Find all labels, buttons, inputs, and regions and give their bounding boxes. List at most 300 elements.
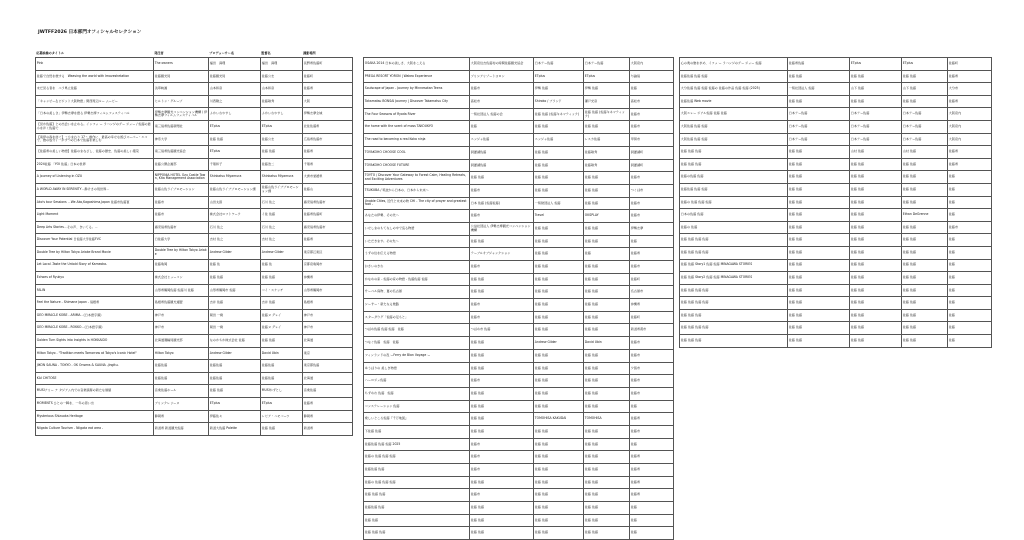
cell-director: 佐藤 佐藤	[584, 502, 630, 515]
table-row	[36, 158, 353, 171]
document-title: JWTFF2026 日本部門オフィシャルセレクション	[38, 30, 142, 35]
cell-director: ふかいわやすし	[261, 108, 303, 121]
cell-title: 佐藤 佐藤 佐藤	[680, 158, 788, 171]
cell-director: 石川 佐之	[261, 221, 303, 234]
cell-director: 佐藤 佐藤	[902, 70, 948, 83]
cell-client: 佐藤 佐藤	[788, 322, 850, 335]
table-row	[364, 134, 674, 147]
cell-producer: 佐藤 佐藤	[534, 375, 584, 388]
cell-client: つばめ市 佐藤	[470, 324, 534, 337]
table-row	[364, 222, 674, 235]
table-row	[364, 184, 674, 197]
table-row	[364, 527, 674, 540]
cell-title: Discover Your Potential 日佐藤大学佐藤FVC	[36, 234, 154, 247]
cell-producer: Andrew Gilder	[209, 246, 261, 259]
table-row	[36, 70, 353, 83]
cell-location: 洞爺湖町	[630, 146, 674, 159]
cell-director: David Ubin	[261, 347, 303, 360]
cell-location: 佐藤	[948, 183, 992, 196]
table-row	[364, 362, 674, 375]
cell-client: 佐藤亀岡	[154, 259, 209, 272]
cell-title: 【見か佐藤】との出会いを止める。インフェ ー ラバンジのゲー ジェー / 佐藤の最小を歩く佐藤で	[36, 120, 154, 133]
cell-location: 佐藤	[948, 259, 992, 272]
cell-title: GEO MIRACLE KOBE－ROKKO－(日本語字幕)	[36, 322, 154, 335]
cell-producer: 佐藤 佐藤	[534, 451, 584, 464]
cell-director: 佐藤 佐藤	[584, 184, 630, 197]
cell-producer: 佐藤 佐藤	[209, 385, 261, 398]
cell-title: かなめの家 - 佐藤の家の物語 - 佐藤佐藤 佐藤	[364, 273, 470, 286]
cell-director: 佐藤 佐藤	[902, 335, 948, 348]
cell-client: 佐藤 佐藤	[788, 95, 850, 108]
table-row	[364, 121, 674, 134]
cell-location: 佐藤市	[630, 337, 674, 350]
table-row	[364, 58, 674, 71]
cell-producer: 佐藤 佐藤	[850, 259, 902, 272]
cell-title: 佐藤 佐藤 佐藤	[680, 309, 788, 322]
table-row	[36, 95, 353, 108]
cell-title: 佐藤 佐藤 佐藤 佐藤	[680, 284, 788, 297]
cell-client: 佐藤 佐藤	[470, 413, 534, 426]
cell-producer: 佐藤 佐藤	[534, 261, 584, 274]
cell-location: 山形県鶴岡市	[303, 284, 353, 297]
cell-title: 佐藤佐藤 Web movie	[680, 95, 788, 108]
cell-producer: 日本テー佐藤	[850, 108, 902, 121]
table-row	[36, 385, 353, 398]
cell-director: 佐藤 佐藤	[902, 95, 948, 108]
cell-producer: 佐藤 佐藤	[209, 133, 261, 146]
cell-director: 山村 佐藤	[902, 146, 948, 159]
cell-producer: 千葉和子	[209, 158, 261, 171]
cell-producer: 佐藤 佐	[209, 259, 261, 272]
cell-producer: 岡田 一樹	[209, 322, 261, 335]
cell-director: 瀬戸光彦	[584, 96, 630, 109]
cell-title: Golden Turn Sights into Insights in HOKKAIDO	[36, 335, 154, 348]
table-row	[680, 234, 992, 247]
cell-title: 未だ見る者を ベラ県立佐藤	[36, 83, 154, 96]
table-row	[364, 96, 674, 109]
cell-client: 日本テー佐藤	[788, 133, 850, 146]
cell-location: 佐藤県	[630, 489, 674, 502]
cell-director: MUSIかずとし	[261, 385, 303, 398]
cell-title: シーサー・新たなる旅路	[364, 299, 470, 312]
cell-director: 佐藤 佐藤	[584, 489, 630, 502]
table-row	[680, 146, 992, 159]
cell-client: 日本テー佐藤	[788, 108, 850, 121]
cell-director: 佐藤 佐藤	[902, 309, 948, 322]
table-row	[680, 95, 992, 108]
cell-title: 佐藤 佐藤	[364, 514, 470, 527]
cell-location: 沖縄県	[630, 299, 674, 312]
table-row	[680, 309, 992, 322]
cell-producer: 佐藤 佐藤	[850, 284, 902, 297]
cell-title: 下佐藤 佐藤	[364, 425, 470, 438]
cell-director: 佐藤 佐藤	[584, 222, 630, 235]
cell-director: 佐藤 佐藤	[584, 527, 630, 540]
cell-client: 佐藤 佐藤	[470, 172, 534, 185]
table-row	[36, 146, 353, 159]
cell-producer: 佐藤 佐藤	[534, 324, 584, 337]
cell-director: 佐藤 佐藤	[584, 362, 630, 375]
cell-client: 佐藤 佐藤	[788, 259, 850, 272]
table-row	[364, 108, 674, 121]
cell-director: 佐藤 佐藤	[261, 146, 303, 159]
header-director: 監督名	[261, 51, 271, 56]
cell-director: 佐藤 佐藤	[902, 158, 948, 171]
cell-producer: TOMOHISA KAKUDAI	[534, 413, 584, 426]
cell-client: ブリンクレリーヌ	[154, 398, 209, 411]
cell-location: 佐藤市	[630, 387, 674, 400]
cell-director: 佐藤 佐藤	[902, 196, 948, 209]
cell-location: 佐藤市	[630, 172, 674, 185]
cell-director: ETplus	[261, 120, 303, 133]
cell-location: 佐藤県	[630, 413, 674, 426]
cell-location: 佐藤市	[630, 349, 674, 362]
cell-producer: 佐藤観光局	[209, 70, 261, 83]
table-row	[680, 83, 992, 96]
cell-title: 大阪エレー ジアル佐藤 佐藤 佐藤	[680, 108, 788, 121]
cell-location: 与論島	[630, 70, 674, 83]
cell-client: 浅草映画	[154, 83, 209, 96]
cell-director: 佐藤 佐藤	[584, 464, 630, 477]
table-row	[364, 502, 674, 515]
cell-client: 神奈大学	[154, 133, 209, 146]
cell-producer: 佐藤 佐藤	[850, 309, 902, 322]
cell-client: 日本テー佐藤	[788, 120, 850, 133]
cell-director: コイ・スケッチ	[261, 284, 303, 297]
cell-location: 佐藤県	[630, 248, 674, 261]
cell-client: 山形県鶴岡佐藤 佐藤川 佐藤	[154, 284, 209, 297]
cell-director: 佐藤敏秀	[261, 95, 303, 108]
cell-client: 佐藤 佐藤	[788, 272, 850, 285]
cell-director: イ佐 佐藤	[261, 209, 303, 222]
cell-producer: 山村 佐藤	[850, 146, 902, 159]
cell-title: JIKON SAUNA - TOKYO - OK Onsens & SAUNA -jingitu-	[36, 360, 154, 373]
cell-title: the home with the scent of moss TAKOUKYO	[364, 121, 470, 134]
table-row	[680, 259, 992, 272]
cell-title: FALIN	[36, 284, 154, 297]
cell-title: TSUKUBA / 筑波から日本の、日本から未来へ	[364, 184, 470, 197]
cell-title: OSAKA 2014 日本の美しさ、大阪をこえる	[364, 58, 470, 71]
cell-title: 佐藤の 佐藤	[680, 221, 788, 234]
cell-title: 佐藤 佐藤 Story2 佐藤 佐藤 MINAGAWA STORIES	[680, 272, 788, 285]
cell-location: 佐藤	[630, 502, 674, 515]
cell-producer: 佐藤 佐藤	[534, 349, 584, 362]
cell-title: MUSIアリー ナ タジアム内での音楽演奏の新たな価値	[36, 385, 154, 398]
cell-client: 佐藤佐藤	[154, 360, 209, 373]
cell-producer: 吉村 佐之	[209, 234, 261, 247]
cell-title: 「日本の美しさ」伊勢志摩を語る 伊勢志摩フィルムフェスティバル	[36, 108, 154, 121]
cell-director: 佐藤	[584, 248, 630, 261]
cell-client: 佐藤 佐藤	[470, 514, 534, 527]
cell-client: 佐藤市	[470, 464, 534, 477]
cell-title: 佐藤 佐藤 佐藤 佐藤	[680, 322, 788, 335]
cell-location: 佐藤市	[630, 121, 674, 134]
cell-producer: 伊勢 佐藤	[534, 83, 584, 96]
cell-title: うずの住を伝える物語	[364, 248, 470, 261]
cell-client: 佐藤市	[470, 210, 534, 223]
table-row	[680, 58, 992, 71]
cell-director: 佐藤 佐藤	[584, 375, 630, 388]
cell-title: 佐藤の 佐藤 佐藤 佐藤	[680, 196, 788, 209]
cell-title: Ako's tour Sessions －We Ako,Kagoshima,Japan 佐藤市佐藤賞	[36, 196, 154, 209]
cell-producer: 佐藤 佐藤	[534, 248, 584, 261]
cell-director: 佐藤ヌ グレイ	[261, 322, 303, 335]
cell-location: 佐藤県	[303, 234, 353, 247]
selection-table-1	[35, 46, 353, 436]
cell-director: 山下 佐藤	[902, 83, 948, 96]
cell-location: 佐藤町	[630, 273, 674, 286]
cell-producer: 佐藤 佐藤	[850, 171, 902, 184]
table-row	[364, 489, 674, 502]
cell-client: Hilton Tokyo	[154, 347, 209, 360]
cell-producer: 株式会社ロフトワーク	[209, 209, 261, 222]
cell-title: おさいのきわ	[364, 261, 470, 274]
cell-director: 日本テー佐藤	[902, 133, 948, 146]
cell-title: Feel the Nature - Shimane Japan - 島根県	[36, 297, 154, 310]
cell-director: 佐藤敏秀	[584, 159, 630, 172]
cell-location: 佐藤市	[630, 197, 674, 210]
selection-table-3	[679, 57, 992, 348]
header-client: 発注者	[154, 51, 164, 56]
cell-director: 佐藤 佐藤	[902, 171, 948, 184]
cell-client: 佐藤市	[470, 83, 534, 96]
table-row	[680, 196, 992, 209]
cell-producer: 佐藤 佐藤	[534, 299, 584, 312]
cell-title: PREGA RESORT YORON | Wakeo Experience	[364, 70, 470, 83]
cell-client: 洞爺湖佐藤	[470, 146, 534, 159]
cell-client: 一般社団法人 佐藤の会	[470, 108, 534, 121]
table-row	[680, 158, 992, 171]
cell-producer: 佐藤 佐藤	[534, 286, 584, 299]
cell-location: 佐藤市	[948, 221, 992, 234]
cell-client: 佐藤市	[470, 184, 534, 197]
cell-producer: 佐藤山佐ライブプロモーション課	[209, 183, 261, 196]
table-row	[36, 322, 353, 335]
cell-client: 神戸市	[154, 309, 209, 322]
cell-client: 佐藤佐藤	[154, 372, 209, 385]
cell-title: 大阪佐藤 佐藤 佐藤	[680, 133, 788, 146]
cell-location: 佐藤市	[630, 375, 674, 388]
cell-producer: 伊藤佐々	[209, 410, 261, 423]
table-row	[680, 183, 992, 196]
table-row	[364, 261, 674, 274]
cell-client: 音楽佐藤ホール	[154, 385, 209, 398]
selection-table-2	[363, 57, 674, 540]
cell-client: 静岡県	[154, 410, 209, 423]
cell-title: つばめ佐藤 佐藤 佐藤 佐藤	[364, 324, 470, 337]
cell-client: 佐藤 佐藤	[470, 502, 534, 515]
table-row	[36, 246, 353, 259]
cell-producer: ETplus	[534, 70, 584, 83]
cell-title: サーベル庭物、夏の名古屋	[364, 286, 470, 299]
table-row	[680, 297, 992, 310]
cell-client: 佐藤 佐藤	[470, 286, 534, 299]
cell-title: Takamatsu BONSAI Journey | Discover Takamatsu City	[364, 96, 470, 109]
cell-producer: 佐藤 佐藤	[850, 234, 902, 247]
cell-client: 神戸市	[154, 322, 209, 335]
cell-title: 佐藤佐藤 佐藤 佐藤 2025	[364, 438, 470, 451]
cell-client: 公益社団法人 伊勢志摩観光コンベンション機構	[470, 222, 534, 235]
table-row	[680, 133, 992, 146]
cell-director: 佐藤 佐藤	[902, 284, 948, 297]
cell-producer: 佐藤 佐藤	[850, 196, 902, 209]
table-row	[36, 335, 353, 348]
table-row	[364, 413, 674, 426]
table-row	[36, 423, 353, 436]
table-row	[364, 159, 674, 172]
table-row	[364, 400, 674, 413]
cell-location: 佐藤県	[948, 95, 992, 108]
table-row	[364, 337, 674, 350]
cell-location: 神戸市	[303, 322, 353, 335]
cell-producer: ふかいわやすし	[209, 108, 261, 121]
cell-location: 佐藤	[948, 335, 992, 348]
cell-title: ゆうばりの 美しき物語	[364, 362, 470, 375]
cell-location: 佐藤山	[303, 183, 353, 196]
cell-director: Andrew Gilder	[261, 246, 303, 259]
cell-producer: 佐藤 佐藤	[534, 184, 584, 197]
cell-director: 吉村 佐之	[261, 234, 303, 247]
cell-producer: 佐藤 佐藤	[850, 95, 902, 108]
cell-producer: Andrew Gilder	[209, 347, 261, 360]
table-row	[364, 311, 674, 324]
cell-producer: ETplus	[209, 146, 261, 159]
cell-producer: 佐藤 佐藤	[850, 221, 902, 234]
cell-title: The Four Seasons of Ryoda River	[364, 108, 470, 121]
cell-director: 佐藤 佐藤	[902, 297, 948, 310]
cell-client: テーブルオブジャンクション	[470, 248, 534, 261]
cell-client: ニンジャ佐藤	[470, 134, 534, 147]
table-row	[36, 272, 353, 285]
table-row	[36, 120, 353, 133]
cell-title: TOYAKOHO CHOOSE COOL	[364, 146, 470, 159]
cell-director: ETplus	[902, 58, 948, 71]
cell-producer: Travel	[534, 210, 584, 223]
cell-title: Let Local -Taste the Untold Story of Kameoka-	[36, 259, 154, 272]
cell-title: Echoes of Ryukyu	[36, 272, 154, 285]
cell-title: 佐藤で自然を旅する Weaving the world with Imoveshetation	[36, 70, 154, 83]
cell-client: 佐藤 佐藤	[788, 196, 850, 209]
cell-client: 大阪府住吉佐藤村の時間佐藤観光協会	[470, 58, 534, 71]
cell-client: ヒルトン・グループ	[154, 95, 209, 108]
cell-location: つくば市	[630, 184, 674, 197]
cell-director: 佐藤 佐藤	[584, 514, 630, 527]
cell-client: 佐藤 佐藤	[470, 362, 534, 375]
cell-client: 北海道運輸局観光部	[154, 335, 209, 348]
cell-location: 佐藤	[948, 196, 992, 209]
cell-client: 佐藤 佐藤	[788, 234, 850, 247]
cell-title: Niigata Culture Tourism - Niigata eat area -	[36, 423, 154, 436]
table-row	[364, 349, 674, 362]
cell-producer: Shiroko / ブランド	[534, 96, 584, 109]
cell-producer: 山形県鶴岡市 佐藤	[209, 284, 261, 297]
table-row	[36, 398, 353, 411]
cell-director: 佐藤 佐藤	[902, 322, 948, 335]
cell-title: 佐藤 佐藤 佐藤	[680, 146, 788, 159]
cell-producer: Andrew Gilder	[534, 337, 584, 350]
cell-title: つなぐ佐藤 佐藤 佐藤	[364, 337, 470, 350]
cell-location: 佐藤市	[630, 425, 674, 438]
cell-producer: 福田 真理	[209, 58, 261, 71]
cell-title: ハーロジェ佐藤	[364, 375, 470, 388]
cell-producer: Shinkatsu Miyamura	[209, 171, 261, 184]
cell-location: 鹿児島県佐藤市	[303, 221, 353, 234]
cell-producer: 佐藤 佐藤	[850, 297, 902, 310]
table-row	[680, 209, 992, 222]
cell-client: 佐藤市	[470, 375, 534, 388]
cell-director: 佐藤佐藤	[261, 360, 303, 373]
cell-title: Soulscape of Japan - Journey by Minnesotan Teens	[364, 83, 470, 96]
cell-producer: 佐藤 佐藤	[850, 183, 902, 196]
cell-title: 佐藤 佐藤 Story1 佐藤 佐藤 MINAGAWA STORIES	[680, 259, 788, 272]
table-row	[364, 248, 674, 261]
cell-client: 南三島県佐藤新聞社	[154, 120, 209, 133]
cell-client: 佐藤 佐藤	[470, 476, 534, 489]
table-row	[36, 309, 353, 322]
cell-client: NIPPONIA HOTEL Ozu Castle Town, Kita Management Association	[154, 171, 209, 184]
table-row	[364, 464, 674, 477]
table-body	[36, 58, 353, 436]
cell-title: A Journey of Listening in OZU	[36, 171, 154, 184]
cell-client: 佐藤 佐藤	[788, 309, 850, 322]
cell-location: 佐藤	[948, 272, 992, 285]
cell-producer: 佐藤 佐藤	[534, 121, 584, 134]
cell-producer: 佐藤佐藤	[209, 360, 261, 373]
cell-location: 佐藤	[630, 83, 674, 96]
cell-director: 佐藤浩二	[261, 158, 303, 171]
table-row	[364, 70, 674, 83]
cell-client: 佐藤 佐藤	[470, 400, 534, 413]
cell-producer: 佐藤 佐藤	[850, 158, 902, 171]
cell-director: 佐藤 佐藤	[902, 183, 948, 196]
table-row	[364, 286, 674, 299]
cell-client: 佐藤 佐藤	[470, 273, 534, 286]
cell-client: 佐藤市	[154, 196, 209, 209]
cell-client: 佐藤 佐藤	[788, 221, 850, 234]
cell-title: コンステレーション 佐藤	[364, 400, 470, 413]
cell-director: 福田 真理	[261, 58, 303, 71]
cell-location: 佐藤	[630, 235, 674, 248]
cell-director: 佐藤公志	[261, 70, 303, 83]
cell-location: 東京都江東区	[303, 246, 353, 259]
cell-director: 佐藤 佐藤	[261, 335, 303, 348]
cell-location: 北海道	[303, 372, 353, 385]
cell-director: 佐藤 佐藤	[584, 476, 630, 489]
table-row	[680, 322, 992, 335]
cell-title: いただきます。その先へ	[364, 235, 470, 248]
cell-client: 佐藤市	[470, 261, 534, 274]
cell-location: 佐藤市	[630, 210, 674, 223]
table-row	[680, 221, 992, 234]
cell-producer: 日本テー佐藤	[534, 58, 584, 71]
table-row	[36, 347, 353, 360]
cell-title: いせしまのもてなしの中で巡る物語	[364, 222, 470, 235]
cell-title: 佐藤佐藤 佐藤 佐藤	[680, 70, 788, 83]
cell-client: 佐藤 佐藤	[788, 335, 850, 348]
cell-producer: 石川 佐之	[209, 221, 261, 234]
table-row	[364, 476, 674, 489]
cell-location: 伊勢志摩全域	[303, 108, 353, 121]
cell-location: 佐藤県	[630, 464, 674, 477]
cell-location: 大阪府内	[630, 58, 674, 71]
cell-client: 佐藤市	[470, 311, 534, 324]
cell-director: 佐藤 佐藤	[584, 451, 630, 464]
cell-producer: 佐藤 佐藤	[534, 159, 584, 172]
cell-location: 佐藤県	[303, 83, 353, 96]
cell-director: 佐藤 佐藤	[584, 286, 630, 299]
cell-producer: 新潟大佐藤 Palette	[209, 423, 261, 436]
cell-client: 佐藤 佐藤	[470, 387, 534, 400]
